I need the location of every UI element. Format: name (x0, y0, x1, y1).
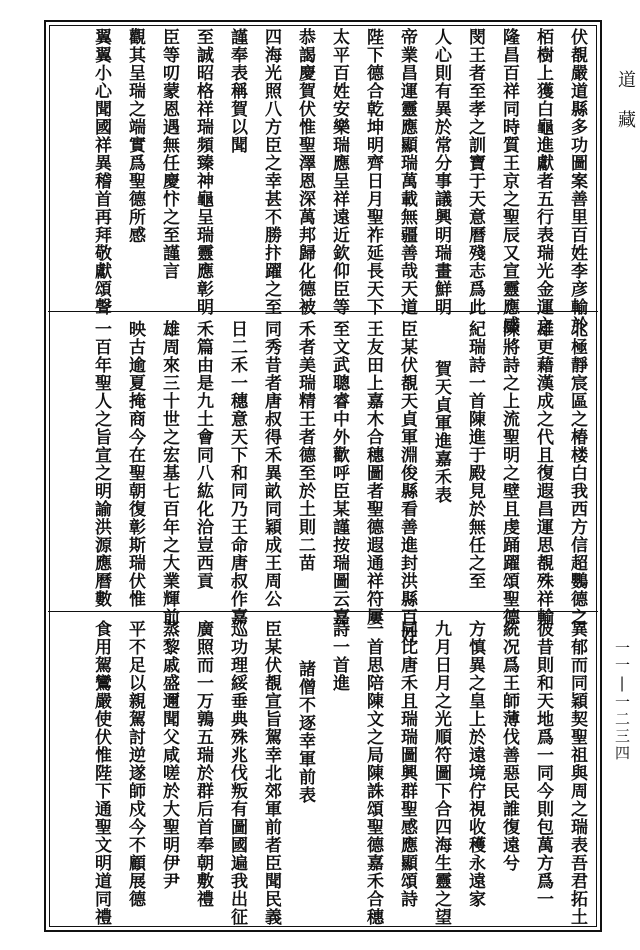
text-column: 異郁而同穎契聖祖與周之瑞表吾君拓土 (567, 620, 587, 926)
text-column: 方慎異之皇上於遠境佇視收穫永遠家 (465, 620, 485, 908)
text-column: 詩一首進 (329, 620, 349, 692)
text-column: 一百年聖人之旨宣之明諭洪源應曆數 (91, 320, 111, 608)
text-column: 翼翼小心聞國祥異稽首再拜敬獻頌聲 (91, 28, 111, 316)
text-column: 太平百姓安樂瑞應呈祥遠近欽仰臣等 (329, 28, 349, 316)
text-column: 恭謁慶賀伏惟聖澤恩深萬邦歸化德被 (295, 28, 315, 316)
text-block-bottom (44, 612, 602, 932)
text-column: 蒸黎戚盛邇聞父咸嗟於大聖明伊尹 (159, 620, 179, 890)
margin-char: 道 (615, 70, 636, 110)
text-column: 禾者美瑞精王者德至於土則二苗 (295, 320, 315, 572)
text-column: 觀其呈瑞之端實爲聖德所感 (125, 28, 145, 244)
text-column: 四海光照八方臣之幸甚不勝抃躍之至 (261, 28, 281, 316)
text-column: 統况爲王師薄伐善惡民誰復遠兮 (499, 620, 519, 872)
text-column: 同比唐禾且瑞瑞圖興群聖感應顯頌詩 (397, 620, 417, 908)
text-column: 臣某伏覩宣旨駕幸北郊軍前者臣聞民義 (261, 620, 281, 926)
margin-collection-title (612, 70, 638, 150)
text-column: 伏覩嚴道縣多功圖案善里百姓李彦輸於 (567, 28, 587, 334)
text-column: 至文武聰睿中外歡呼臣某謹按瑞圖云嘉 (329, 320, 349, 626)
page-number: 一一|一二三四 (613, 640, 631, 762)
text-column: 同秀昔者唐叔得禾異畝同穎成王周公 (261, 320, 281, 608)
text-column: 雄周來三十世之宏基七百年之大業輝前 (159, 320, 179, 626)
text-column: 隆昌百祥同時質王京之聖辰又宣靈應感 (499, 28, 519, 334)
text-column: 陳將詩之上流聖明之壁且虔踊躍頌聖德 (499, 320, 519, 626)
text-column: 禾篇由是九土會同八紘化洽豈西貢 (193, 320, 213, 590)
text-column: 九月日月之光順符圖下合四海生靈之望 (431, 620, 451, 926)
text-column: 謹奉表稱賀以聞 (227, 28, 247, 154)
text-column: 彼昔則和天地爲一同今則包萬方爲一 (533, 620, 553, 908)
text-column: 至誠昭格祥瑞頻臻神龜呈瑞靈應彰明 (193, 28, 213, 316)
text-column: 臣某伏覩天貞軍淵俊縣看善進封洪縣百姓 (397, 320, 417, 644)
text-column: 閔王者至孝之訓寶于天意曆殘志爲此 (465, 28, 485, 316)
text-column: 栢樹上獲白龜進獻者五行表瑞光金運之 (533, 28, 553, 334)
text-column: 巡功理綏垂典殊兆伐叛有圖國遍我出征 (227, 620, 247, 926)
text-column: 帝業昌運靈應顯瑞萬載無疆善哉天道 (397, 28, 417, 316)
text-column: 王友田上嘉木合穗圖者聖德遐通祥符屢 (363, 320, 383, 626)
text-column: 平不足以親駕討逆遂師戍今不顧展德 (125, 620, 145, 908)
text-column: 日二禾一穗意天下和同乃王命唐叔作嘉 (227, 320, 247, 626)
text-column: 紀瑞詩一首陳進于殿見於無任之至 (465, 320, 485, 590)
text-column: 雄更藉漢成之代且復遐昌運思覩殊祥輸 (533, 320, 553, 626)
margin-char: 藏 (615, 110, 636, 150)
text-column: 北極靜宸區之椿楼白我西方信超鸚德之 (567, 320, 587, 626)
text-block-top (44, 20, 602, 334)
text-column: 人心則有異於常分事議興明瑞畫鮮明 (431, 28, 451, 316)
text-column: 陛下德合乾坤明齊日月聖祚延長天下 (363, 28, 383, 316)
section-heading: 賀天貞軍進嘉禾表 (431, 360, 451, 504)
text-column: 食用駕鸞嚴使伏惟陛下通聖文明道同禮 (91, 620, 111, 926)
section-heading: 諸僧不逐幸軍前表 (295, 660, 315, 804)
text-column: 臣等叨蒙恩遇無任慶忭之至謹言 (159, 28, 179, 280)
text-column: 廣照而一万鶉五瑞於群后首奉朝敷禮 (193, 620, 213, 908)
text-column: 映古逾夏掩商今在聖朝復彰斯瑞伏惟 (125, 320, 145, 608)
text-column: 一首思陪陳文之局陳誅頌聖德嘉禾合穗 (363, 620, 383, 926)
text-block-middle (44, 312, 602, 644)
